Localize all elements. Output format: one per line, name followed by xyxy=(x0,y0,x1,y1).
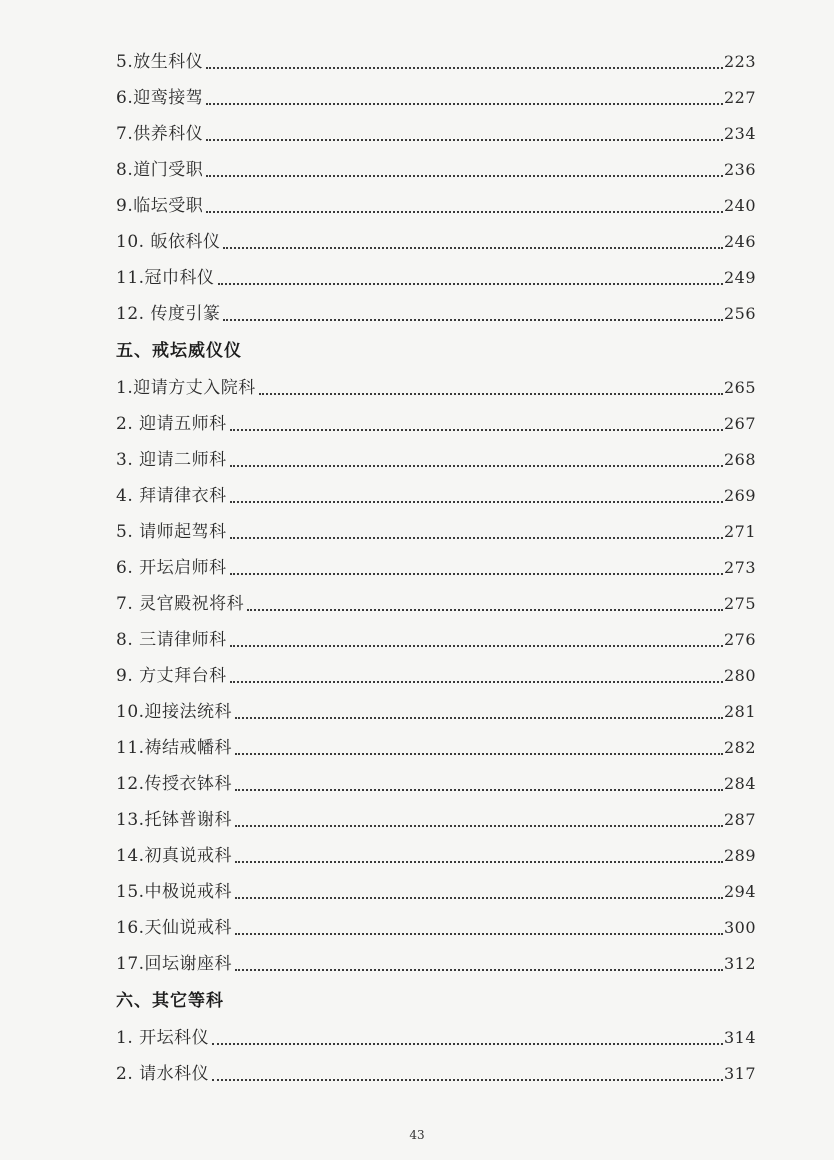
toc-entry-page: 275 xyxy=(723,594,756,613)
dot-leader xyxy=(259,393,723,395)
toc-entry-title: 3. 迎请二师科 xyxy=(116,450,227,470)
toc-entry xyxy=(116,296,756,332)
toc-entry-page: 294 xyxy=(723,882,756,901)
toc-entry-title: 9.临坛受职 xyxy=(116,196,204,216)
toc-entry-page: 282 xyxy=(723,738,756,757)
dot-leader xyxy=(235,825,723,827)
toc-entry-page: 249 xyxy=(723,268,756,287)
toc-entry xyxy=(116,224,756,260)
toc-entry xyxy=(116,550,756,586)
toc-entry-page: 314 xyxy=(723,1028,756,1047)
toc-entry-title: 10.迎接法统科 xyxy=(116,702,233,722)
toc-entry xyxy=(116,874,756,910)
dot-leader xyxy=(206,139,723,141)
toc-entry xyxy=(116,442,756,478)
toc-entry-page: 268 xyxy=(723,450,756,469)
dot-leader xyxy=(206,175,723,177)
toc-entry xyxy=(116,802,756,838)
toc-entry-title: 13.托钵普谢科 xyxy=(116,810,233,830)
toc-entry-title: 11.冠巾科仪 xyxy=(116,268,215,288)
toc-entry xyxy=(116,152,756,188)
toc-entry-title: 12. 传度引篆 xyxy=(116,304,221,324)
toc-entry-title: 16.天仙说戒科 xyxy=(116,918,233,938)
toc-entry xyxy=(116,80,756,116)
toc-entry xyxy=(116,694,756,730)
dot-leader xyxy=(230,537,723,539)
toc-entry xyxy=(116,1056,756,1092)
toc-entry-title: 8. 三请律师科 xyxy=(116,630,227,650)
dot-leader xyxy=(206,103,723,105)
toc-entry-page: 271 xyxy=(723,522,756,541)
toc-entry-page: 276 xyxy=(723,630,756,649)
toc-entry-page: 281 xyxy=(723,702,756,721)
toc-entry xyxy=(116,188,756,224)
toc-entry-page: 234 xyxy=(723,124,756,143)
dot-leader xyxy=(206,67,723,69)
toc-entry-page: 273 xyxy=(723,558,756,577)
toc-entry-title: 7.供养科仪 xyxy=(116,124,204,144)
dot-leader xyxy=(235,789,723,791)
toc-entry-page: 284 xyxy=(723,774,756,793)
toc-entry-title: 1.迎请方丈入院科 xyxy=(116,378,256,398)
toc-entry-title: 2. 迎请五师科 xyxy=(116,414,227,434)
toc-entry-page: 317 xyxy=(723,1064,756,1083)
table-of-contents xyxy=(116,44,756,1092)
toc-entry-page: 223 xyxy=(723,52,756,71)
dot-leader xyxy=(223,319,723,321)
toc-entry-title: 14.初真说戒科 xyxy=(116,846,233,866)
toc-entry-title: 17.回坛谢座科 xyxy=(116,954,233,974)
dot-leader xyxy=(235,753,723,755)
dot-leader xyxy=(235,861,723,863)
toc-entry-title: 9. 方丈拜台科 xyxy=(116,666,227,686)
dot-leader xyxy=(218,283,723,285)
toc-entry xyxy=(116,370,756,406)
toc-entry-page: 289 xyxy=(723,846,756,865)
toc-entry xyxy=(116,406,756,442)
toc-entry-title: 4. 拜请律衣科 xyxy=(116,486,227,506)
toc-entry-title: 7. 灵官殿祝将科 xyxy=(116,594,245,614)
toc-entry-page: 236 xyxy=(723,160,756,179)
toc-entry xyxy=(116,622,756,658)
toc-entry-page: 287 xyxy=(723,810,756,829)
toc-entry-title: 6.迎鸾接驾 xyxy=(116,88,204,108)
dot-leader xyxy=(230,645,723,647)
toc-entry-title: 8.道门受职 xyxy=(116,160,204,180)
dot-leader xyxy=(235,969,723,971)
section-heading: 六、其它等科 xyxy=(116,991,224,1011)
toc-entry-title: 11.祷结戒幡科 xyxy=(116,738,233,758)
toc-entry-page: 256 xyxy=(723,304,756,323)
toc-entry-page: 312 xyxy=(723,954,756,973)
toc-entry xyxy=(116,946,756,982)
dot-leader xyxy=(212,1079,723,1081)
page-number: 43 xyxy=(409,1128,425,1142)
dot-leader xyxy=(230,573,723,575)
toc-entry xyxy=(116,1020,756,1056)
dot-leader xyxy=(235,717,723,719)
toc-entry-title: 10. 皈依科仪 xyxy=(116,232,221,252)
dot-leader xyxy=(247,609,723,611)
toc-entry-page: 265 xyxy=(723,378,756,397)
toc-entry xyxy=(116,116,756,152)
toc-entry-title: 2. 请水科仪 xyxy=(116,1064,210,1084)
toc-entry xyxy=(116,766,756,802)
toc-entry-title: 12.传授衣钵科 xyxy=(116,774,233,794)
toc-entry xyxy=(116,658,756,694)
toc-entry-page: 300 xyxy=(723,918,756,937)
dot-leader xyxy=(206,211,723,213)
toc-entry-page: 227 xyxy=(723,88,756,107)
dot-leader xyxy=(235,933,723,935)
toc-entry xyxy=(116,838,756,874)
toc-entry-page: 246 xyxy=(723,232,756,251)
dot-leader xyxy=(212,1043,723,1045)
toc-entry xyxy=(116,514,756,550)
dot-leader xyxy=(230,501,723,503)
toc-entry xyxy=(116,260,756,296)
toc-entry-page: 280 xyxy=(723,666,756,685)
toc-entry-title: 5. 请师起驾科 xyxy=(116,522,227,542)
dot-leader xyxy=(230,465,723,467)
toc-entry-title: 5.放生科仪 xyxy=(116,52,204,72)
toc-entry xyxy=(116,910,756,946)
toc-entry xyxy=(116,586,756,622)
toc-entry xyxy=(116,478,756,514)
section-heading: 五、戒坛威仪仪 xyxy=(116,341,242,361)
dot-leader xyxy=(223,247,723,249)
toc-entry xyxy=(116,730,756,766)
toc-entry-title: 15.中极说戒科 xyxy=(116,882,233,902)
toc-entry-page: 269 xyxy=(723,486,756,505)
toc-entry-page: 240 xyxy=(723,196,756,215)
toc-entry-title: 6. 开坛启师科 xyxy=(116,558,227,578)
dot-leader xyxy=(230,429,723,431)
dot-leader xyxy=(235,897,723,899)
toc-entry xyxy=(116,44,756,80)
toc-entry-page: 267 xyxy=(723,414,756,433)
dot-leader xyxy=(230,681,723,683)
toc-entry-title: 1. 开坛科仪 xyxy=(116,1028,210,1048)
